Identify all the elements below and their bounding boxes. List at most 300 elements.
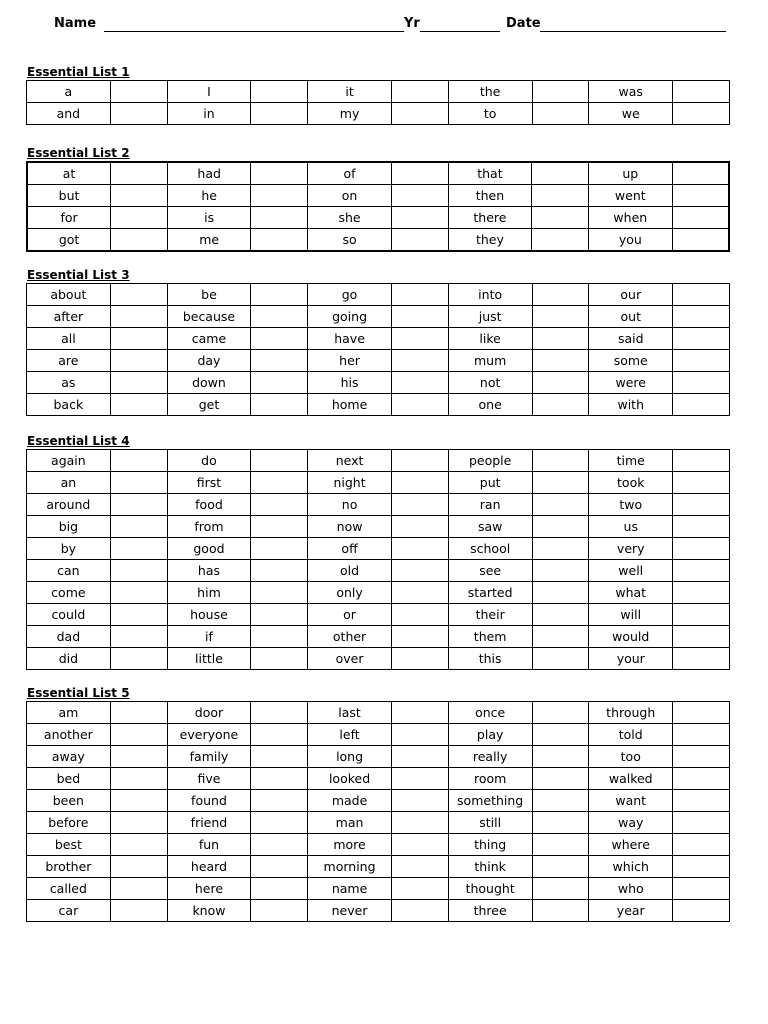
table-row (27, 516, 730, 538)
check-box[interactable] (532, 812, 589, 834)
table-row (27, 856, 730, 878)
check-box[interactable] (110, 878, 167, 900)
word-cell: the (448, 81, 532, 103)
check-box[interactable] (251, 834, 308, 856)
word-cell: is (167, 207, 251, 229)
word-cell: this (448, 648, 532, 670)
check-box[interactable] (111, 207, 168, 229)
word-cell: are (27, 350, 111, 372)
word-cell: car (27, 900, 111, 922)
check-box[interactable] (532, 790, 589, 812)
check-box[interactable] (251, 702, 308, 724)
table-row (27, 306, 730, 328)
word-cell: go (308, 284, 392, 306)
word-cell: or (308, 604, 392, 626)
check-box[interactable] (110, 856, 167, 878)
check-box[interactable] (391, 746, 448, 768)
check-box[interactable] (673, 746, 730, 768)
word-cell: brother (27, 856, 111, 878)
date-field[interactable] (540, 31, 726, 32)
check-box[interactable] (110, 812, 167, 834)
table-row (27, 582, 730, 604)
table-row (27, 229, 729, 252)
check-box[interactable] (391, 626, 448, 648)
check-box[interactable] (251, 790, 308, 812)
word-cell: food (167, 494, 251, 516)
check-box[interactable] (673, 834, 730, 856)
word-cell: for (27, 207, 111, 229)
check-box[interactable] (110, 626, 167, 648)
check-box[interactable] (251, 560, 308, 582)
check-box[interactable] (391, 306, 448, 328)
name-label: Name (54, 16, 97, 31)
name-field[interactable] (104, 31, 404, 32)
essential-list-2 (26, 145, 730, 252)
word-cell: if (167, 626, 251, 648)
check-box[interactable] (673, 394, 730, 416)
word-cell: can (27, 560, 111, 582)
check-box[interactable] (532, 162, 589, 185)
check-box[interactable] (391, 207, 448, 229)
check-box[interactable] (532, 494, 589, 516)
check-box[interactable] (110, 746, 167, 768)
check-box[interactable] (251, 724, 308, 746)
check-box[interactable] (532, 878, 589, 900)
table-row (27, 626, 730, 648)
check-box[interactable] (251, 604, 308, 626)
check-box[interactable] (251, 450, 308, 472)
word-cell: never (308, 900, 392, 922)
word-cell: because (167, 306, 251, 328)
check-box[interactable] (532, 81, 589, 103)
check-box[interactable] (251, 81, 308, 103)
yr-label: Yr (404, 16, 420, 31)
check-box[interactable] (391, 648, 448, 670)
check-box[interactable] (391, 900, 448, 922)
word-cell: again (27, 450, 111, 472)
word-cell: called (27, 878, 111, 900)
check-box[interactable] (673, 450, 730, 472)
word-cell: us (589, 516, 673, 538)
word-cell: of (308, 162, 392, 185)
word-cell: to (448, 103, 532, 125)
word-cell: where (589, 834, 673, 856)
word-cell: no (308, 494, 392, 516)
check-box[interactable] (251, 746, 308, 768)
check-box[interactable] (251, 394, 308, 416)
check-box[interactable] (672, 162, 729, 185)
check-box[interactable] (532, 394, 589, 416)
word-cell: back (27, 394, 111, 416)
check-box[interactable] (110, 516, 167, 538)
check-box[interactable] (251, 372, 308, 394)
check-box[interactable] (110, 900, 167, 922)
word-cell: family (167, 746, 251, 768)
table-row (27, 284, 730, 306)
word-cell: people (448, 450, 532, 472)
check-box[interactable] (532, 626, 589, 648)
word-cell: that (448, 162, 532, 185)
word-cell: two (589, 494, 673, 516)
check-box[interactable] (532, 207, 589, 229)
word-cell: around (27, 494, 111, 516)
word-cell: was (589, 81, 673, 103)
check-box[interactable] (251, 229, 308, 252)
word-cell: three (448, 900, 532, 922)
word-cell: dad (27, 626, 111, 648)
check-box[interactable] (391, 724, 448, 746)
word-cell: but (27, 185, 111, 207)
check-box[interactable] (391, 103, 448, 125)
word-table (26, 161, 730, 252)
check-box[interactable] (673, 538, 730, 560)
word-cell: over (308, 648, 392, 670)
check-box[interactable] (532, 284, 589, 306)
check-box[interactable] (251, 648, 308, 670)
check-box[interactable] (110, 560, 167, 582)
check-box[interactable] (391, 790, 448, 812)
word-cell: a (27, 81, 111, 103)
check-box[interactable] (532, 604, 589, 626)
word-cell: last (308, 702, 392, 724)
check-box[interactable] (673, 724, 730, 746)
check-box[interactable] (251, 516, 308, 538)
check-box[interactable] (532, 648, 589, 670)
table-row (27, 185, 729, 207)
check-box[interactable] (532, 900, 589, 922)
check-box[interactable] (532, 834, 589, 856)
word-cell: something (448, 790, 532, 812)
check-box[interactable] (110, 494, 167, 516)
check-box[interactable] (391, 394, 448, 416)
check-box[interactable] (110, 582, 167, 604)
check-box[interactable] (251, 207, 308, 229)
check-box[interactable] (532, 350, 589, 372)
section-title: Essential List 2 (27, 146, 130, 160)
word-cell: way (589, 812, 673, 834)
word-cell: too (589, 746, 673, 768)
check-box[interactable] (672, 207, 729, 229)
check-box[interactable] (532, 472, 589, 494)
check-box[interactable] (673, 604, 730, 626)
check-box[interactable] (251, 878, 308, 900)
check-box[interactable] (673, 560, 730, 582)
check-box[interactable] (532, 768, 589, 790)
word-cell: saw (448, 516, 532, 538)
check-box[interactable] (391, 604, 448, 626)
word-cell: away (27, 746, 111, 768)
check-box[interactable] (532, 582, 589, 604)
check-box[interactable] (673, 790, 730, 812)
check-box[interactable] (532, 185, 589, 207)
check-box[interactable] (391, 582, 448, 604)
check-box[interactable] (251, 162, 308, 185)
word-cell: off (308, 538, 392, 560)
check-box[interactable] (391, 472, 448, 494)
table-row (27, 207, 729, 229)
word-cell: man (308, 812, 392, 834)
essential-list-4 (26, 433, 730, 670)
word-cell: thing (448, 834, 532, 856)
check-box[interactable] (111, 185, 168, 207)
word-cell: bed (27, 768, 111, 790)
section-title: Essential List 5 (27, 686, 130, 700)
check-box[interactable] (673, 284, 730, 306)
check-box[interactable] (532, 538, 589, 560)
word-cell: they (448, 229, 532, 252)
check-box[interactable] (391, 328, 448, 350)
check-box[interactable] (110, 306, 167, 328)
check-box[interactable] (673, 878, 730, 900)
check-box[interactable] (391, 856, 448, 878)
word-cell: night (308, 472, 392, 494)
check-box[interactable] (673, 372, 730, 394)
word-cell: then (448, 185, 532, 207)
check-box[interactable] (532, 516, 589, 538)
check-box[interactable] (673, 900, 730, 922)
check-box[interactable] (673, 648, 730, 670)
word-cell: fun (167, 834, 251, 856)
check-box[interactable] (251, 306, 308, 328)
check-box[interactable] (391, 812, 448, 834)
word-cell: only (308, 582, 392, 604)
word-cell: here (167, 878, 251, 900)
check-box[interactable] (532, 702, 589, 724)
word-cell: them (448, 626, 532, 648)
check-box[interactable] (110, 394, 167, 416)
word-cell: took (589, 472, 673, 494)
check-box[interactable] (673, 81, 730, 103)
check-box[interactable] (251, 538, 308, 560)
section-title: Essential List 1 (27, 65, 130, 79)
word-cell: good (167, 538, 251, 560)
check-box[interactable] (672, 185, 729, 207)
check-box[interactable] (532, 746, 589, 768)
check-box[interactable] (673, 350, 730, 372)
check-box[interactable] (251, 494, 308, 516)
check-box[interactable] (251, 582, 308, 604)
word-cell: very (589, 538, 673, 560)
word-cell: I (167, 81, 251, 103)
check-box[interactable] (391, 538, 448, 560)
word-cell: have (308, 328, 392, 350)
essential-list-3 (26, 267, 730, 416)
word-cell: did (27, 648, 111, 670)
check-box[interactable] (110, 103, 167, 125)
word-cell: would (589, 626, 673, 648)
check-box[interactable] (532, 450, 589, 472)
word-cell: well (589, 560, 673, 582)
check-box[interactable] (110, 790, 167, 812)
check-box[interactable] (673, 582, 730, 604)
word-cell: not (448, 372, 532, 394)
word-cell: just (448, 306, 532, 328)
check-box[interactable] (110, 702, 167, 724)
word-cell: me (167, 229, 251, 252)
word-cell: him (167, 582, 251, 604)
word-cell: school (448, 538, 532, 560)
word-cell: and (27, 103, 111, 125)
check-box[interactable] (251, 472, 308, 494)
word-cell: know (167, 900, 251, 922)
check-box[interactable] (251, 328, 308, 350)
table-row (27, 450, 730, 472)
check-box[interactable] (251, 103, 308, 125)
check-box[interactable] (532, 103, 589, 125)
check-box[interactable] (251, 185, 308, 207)
check-box[interactable] (111, 229, 168, 252)
table-row (27, 768, 730, 790)
word-cell: after (27, 306, 111, 328)
check-box[interactable] (672, 229, 729, 252)
check-box[interactable] (532, 560, 589, 582)
check-box[interactable] (110, 538, 167, 560)
check-box[interactable] (391, 878, 448, 900)
word-cell: some (589, 350, 673, 372)
word-cell: another (27, 724, 111, 746)
word-cell: heard (167, 856, 251, 878)
word-cell: little (167, 648, 251, 670)
check-box[interactable] (532, 856, 589, 878)
check-box[interactable] (391, 494, 448, 516)
check-box[interactable] (391, 702, 448, 724)
word-cell: which (589, 856, 673, 878)
check-box[interactable] (532, 328, 589, 350)
table-row (27, 648, 730, 670)
check-box[interactable] (391, 560, 448, 582)
check-box[interactable] (532, 306, 589, 328)
word-cell: what (589, 582, 673, 604)
word-cell: big (27, 516, 111, 538)
word-cell: started (448, 582, 532, 604)
word-cell: day (167, 350, 251, 372)
word-cell: am (27, 702, 111, 724)
check-box[interactable] (251, 626, 308, 648)
word-table (26, 283, 730, 416)
check-box[interactable] (110, 81, 167, 103)
check-box[interactable] (673, 516, 730, 538)
word-cell: his (308, 372, 392, 394)
word-cell: other (308, 626, 392, 648)
check-box[interactable] (532, 229, 589, 252)
check-box[interactable] (673, 626, 730, 648)
check-box[interactable] (110, 768, 167, 790)
check-box[interactable] (251, 856, 308, 878)
word-cell: your (589, 648, 673, 670)
word-cell: made (308, 790, 392, 812)
check-box[interactable] (391, 229, 448, 252)
check-box[interactable] (110, 472, 167, 494)
check-box[interactable] (673, 472, 730, 494)
table-row (27, 162, 729, 185)
check-box[interactable] (110, 350, 167, 372)
check-box[interactable] (391, 350, 448, 372)
check-box[interactable] (391, 372, 448, 394)
table-row (27, 604, 730, 626)
check-box[interactable] (391, 185, 448, 207)
word-cell: thought (448, 878, 532, 900)
worksheet-header (54, 14, 730, 34)
word-cell: going (308, 306, 392, 328)
check-box[interactable] (251, 812, 308, 834)
check-box[interactable] (673, 103, 730, 125)
table-row (27, 560, 730, 582)
check-box[interactable] (532, 372, 589, 394)
check-box[interactable] (251, 900, 308, 922)
word-cell: said (589, 328, 673, 350)
date-label: Date (506, 16, 541, 31)
yr-field[interactable] (420, 31, 500, 32)
check-box[interactable] (391, 162, 448, 185)
check-box[interactable] (391, 834, 448, 856)
check-box[interactable] (673, 702, 730, 724)
word-cell: came (167, 328, 251, 350)
word-cell: long (308, 746, 392, 768)
check-box[interactable] (110, 372, 167, 394)
check-box[interactable] (251, 284, 308, 306)
check-box[interactable] (673, 328, 730, 350)
word-table (26, 80, 730, 125)
check-box[interactable] (110, 328, 167, 350)
word-cell: we (589, 103, 673, 125)
check-box[interactable] (391, 450, 448, 472)
word-cell: home (308, 394, 392, 416)
check-box[interactable] (673, 306, 730, 328)
table-row (27, 790, 730, 812)
word-cell: has (167, 560, 251, 582)
check-box[interactable] (673, 768, 730, 790)
word-cell: come (27, 582, 111, 604)
word-cell: he (167, 185, 251, 207)
table-row (27, 494, 730, 516)
word-cell: before (27, 812, 111, 834)
word-cell: so (308, 229, 392, 252)
word-cell: there (448, 207, 532, 229)
word-cell: her (308, 350, 392, 372)
word-cell: could (27, 604, 111, 626)
check-box[interactable] (110, 604, 167, 626)
check-box[interactable] (251, 350, 308, 372)
check-box[interactable] (391, 284, 448, 306)
table-row (27, 900, 730, 922)
word-cell: best (27, 834, 111, 856)
check-box[interactable] (391, 81, 448, 103)
check-box[interactable] (111, 162, 168, 185)
word-cell: got (27, 229, 111, 252)
word-table (26, 449, 730, 670)
check-box[interactable] (251, 768, 308, 790)
word-cell: my (308, 103, 392, 125)
word-cell: be (167, 284, 251, 306)
check-box[interactable] (673, 812, 730, 834)
check-box[interactable] (110, 648, 167, 670)
word-cell: really (448, 746, 532, 768)
check-box[interactable] (110, 450, 167, 472)
check-box[interactable] (110, 724, 167, 746)
word-cell: room (448, 768, 532, 790)
check-box[interactable] (673, 494, 730, 516)
word-cell: all (27, 328, 111, 350)
check-box[interactable] (532, 724, 589, 746)
check-box[interactable] (673, 856, 730, 878)
word-cell: their (448, 604, 532, 626)
word-cell: year (589, 900, 673, 922)
check-box[interactable] (391, 516, 448, 538)
word-cell: once (448, 702, 532, 724)
check-box[interactable] (110, 834, 167, 856)
check-box[interactable] (110, 284, 167, 306)
check-box[interactable] (391, 768, 448, 790)
